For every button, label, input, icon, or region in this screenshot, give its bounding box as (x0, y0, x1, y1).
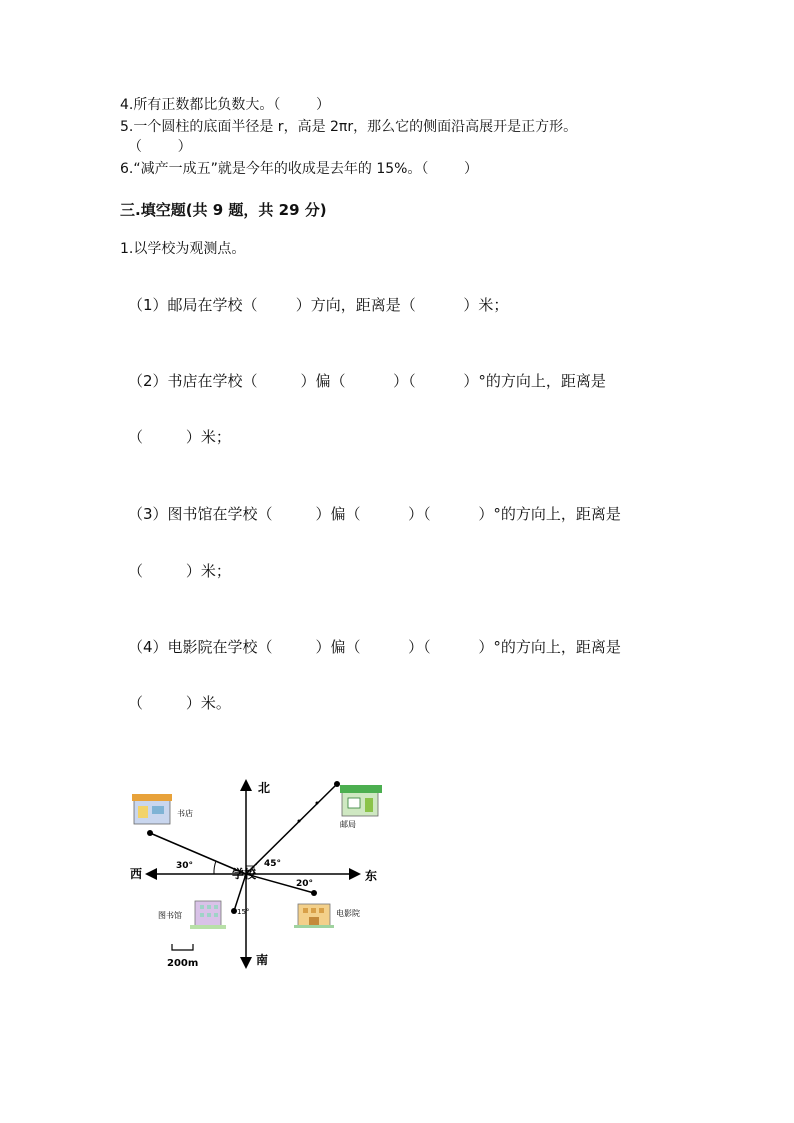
fill-sub-1: （1）邮局在学校（ ）方向，距离是（ ）米； (128, 296, 509, 314)
cinema-icon (294, 904, 334, 928)
bookstore-icon (132, 794, 172, 824)
angle-post-office: 45° (264, 859, 282, 869)
post-office-icon (340, 785, 382, 816)
direction-map (120, 770, 390, 975)
label-bookstore: 书店 (177, 809, 193, 818)
scale-label: 200m (167, 958, 199, 969)
point-cinema (311, 890, 317, 896)
label-east: 东 (365, 869, 378, 883)
section-title: 三.填空题(共 9 题，共 29 分) (120, 201, 327, 219)
label-school: 学校 (232, 867, 257, 881)
fill-sub-3-continued: （ ）米； (128, 562, 231, 580)
fill-sub-2-continued: （ ）米； (128, 428, 231, 446)
angle-cinema: 20° (296, 879, 314, 889)
fill-sub-4-continued: （ ）米。 (128, 694, 231, 712)
fill-question-1-title: 1.以学校为观测点。 (120, 241, 246, 257)
library-icon (190, 901, 226, 929)
point-bookstore (147, 830, 153, 836)
fill-sub-4: （4）电影院在学校（ ）偏（ ）（ ）°的方向上，距离是 (128, 638, 621, 656)
angle-bookstore: 30° (176, 861, 194, 871)
label-north: 北 (258, 781, 271, 795)
fill-sub-3: （3）图书馆在学校（ ）偏（ ）（ ）°的方向上，距离是 (128, 505, 621, 523)
label-library: 图书馆 (158, 911, 182, 920)
judgement-question-4: 4.所有正数都比负数大。（ ） (120, 97, 330, 113)
label-post-office: 邮局 (340, 820, 356, 829)
label-south: 南 (256, 953, 269, 967)
ray-post-office (246, 784, 337, 874)
label-cinema: 电影院 (336, 909, 360, 918)
angle-library: 15° (237, 908, 250, 916)
judgement-question-6: 6.“减产一成五”就是今年的收成是去年的 15%。（ ） (120, 161, 479, 177)
label-west: 西 (130, 867, 143, 881)
scale-bar (172, 944, 193, 950)
point-post-office (334, 781, 340, 787)
judgement-question-5-answer: （ ） (128, 139, 192, 155)
fill-sub-2: （2）书店在学校（ ）偏（ ）（ ）°的方向上，距离是 (128, 372, 606, 390)
judgement-question-5: 5.一个圆柱的底面半径是 r，高是 2πr，那么它的侧面沿高展开是正方形。 (120, 119, 578, 135)
